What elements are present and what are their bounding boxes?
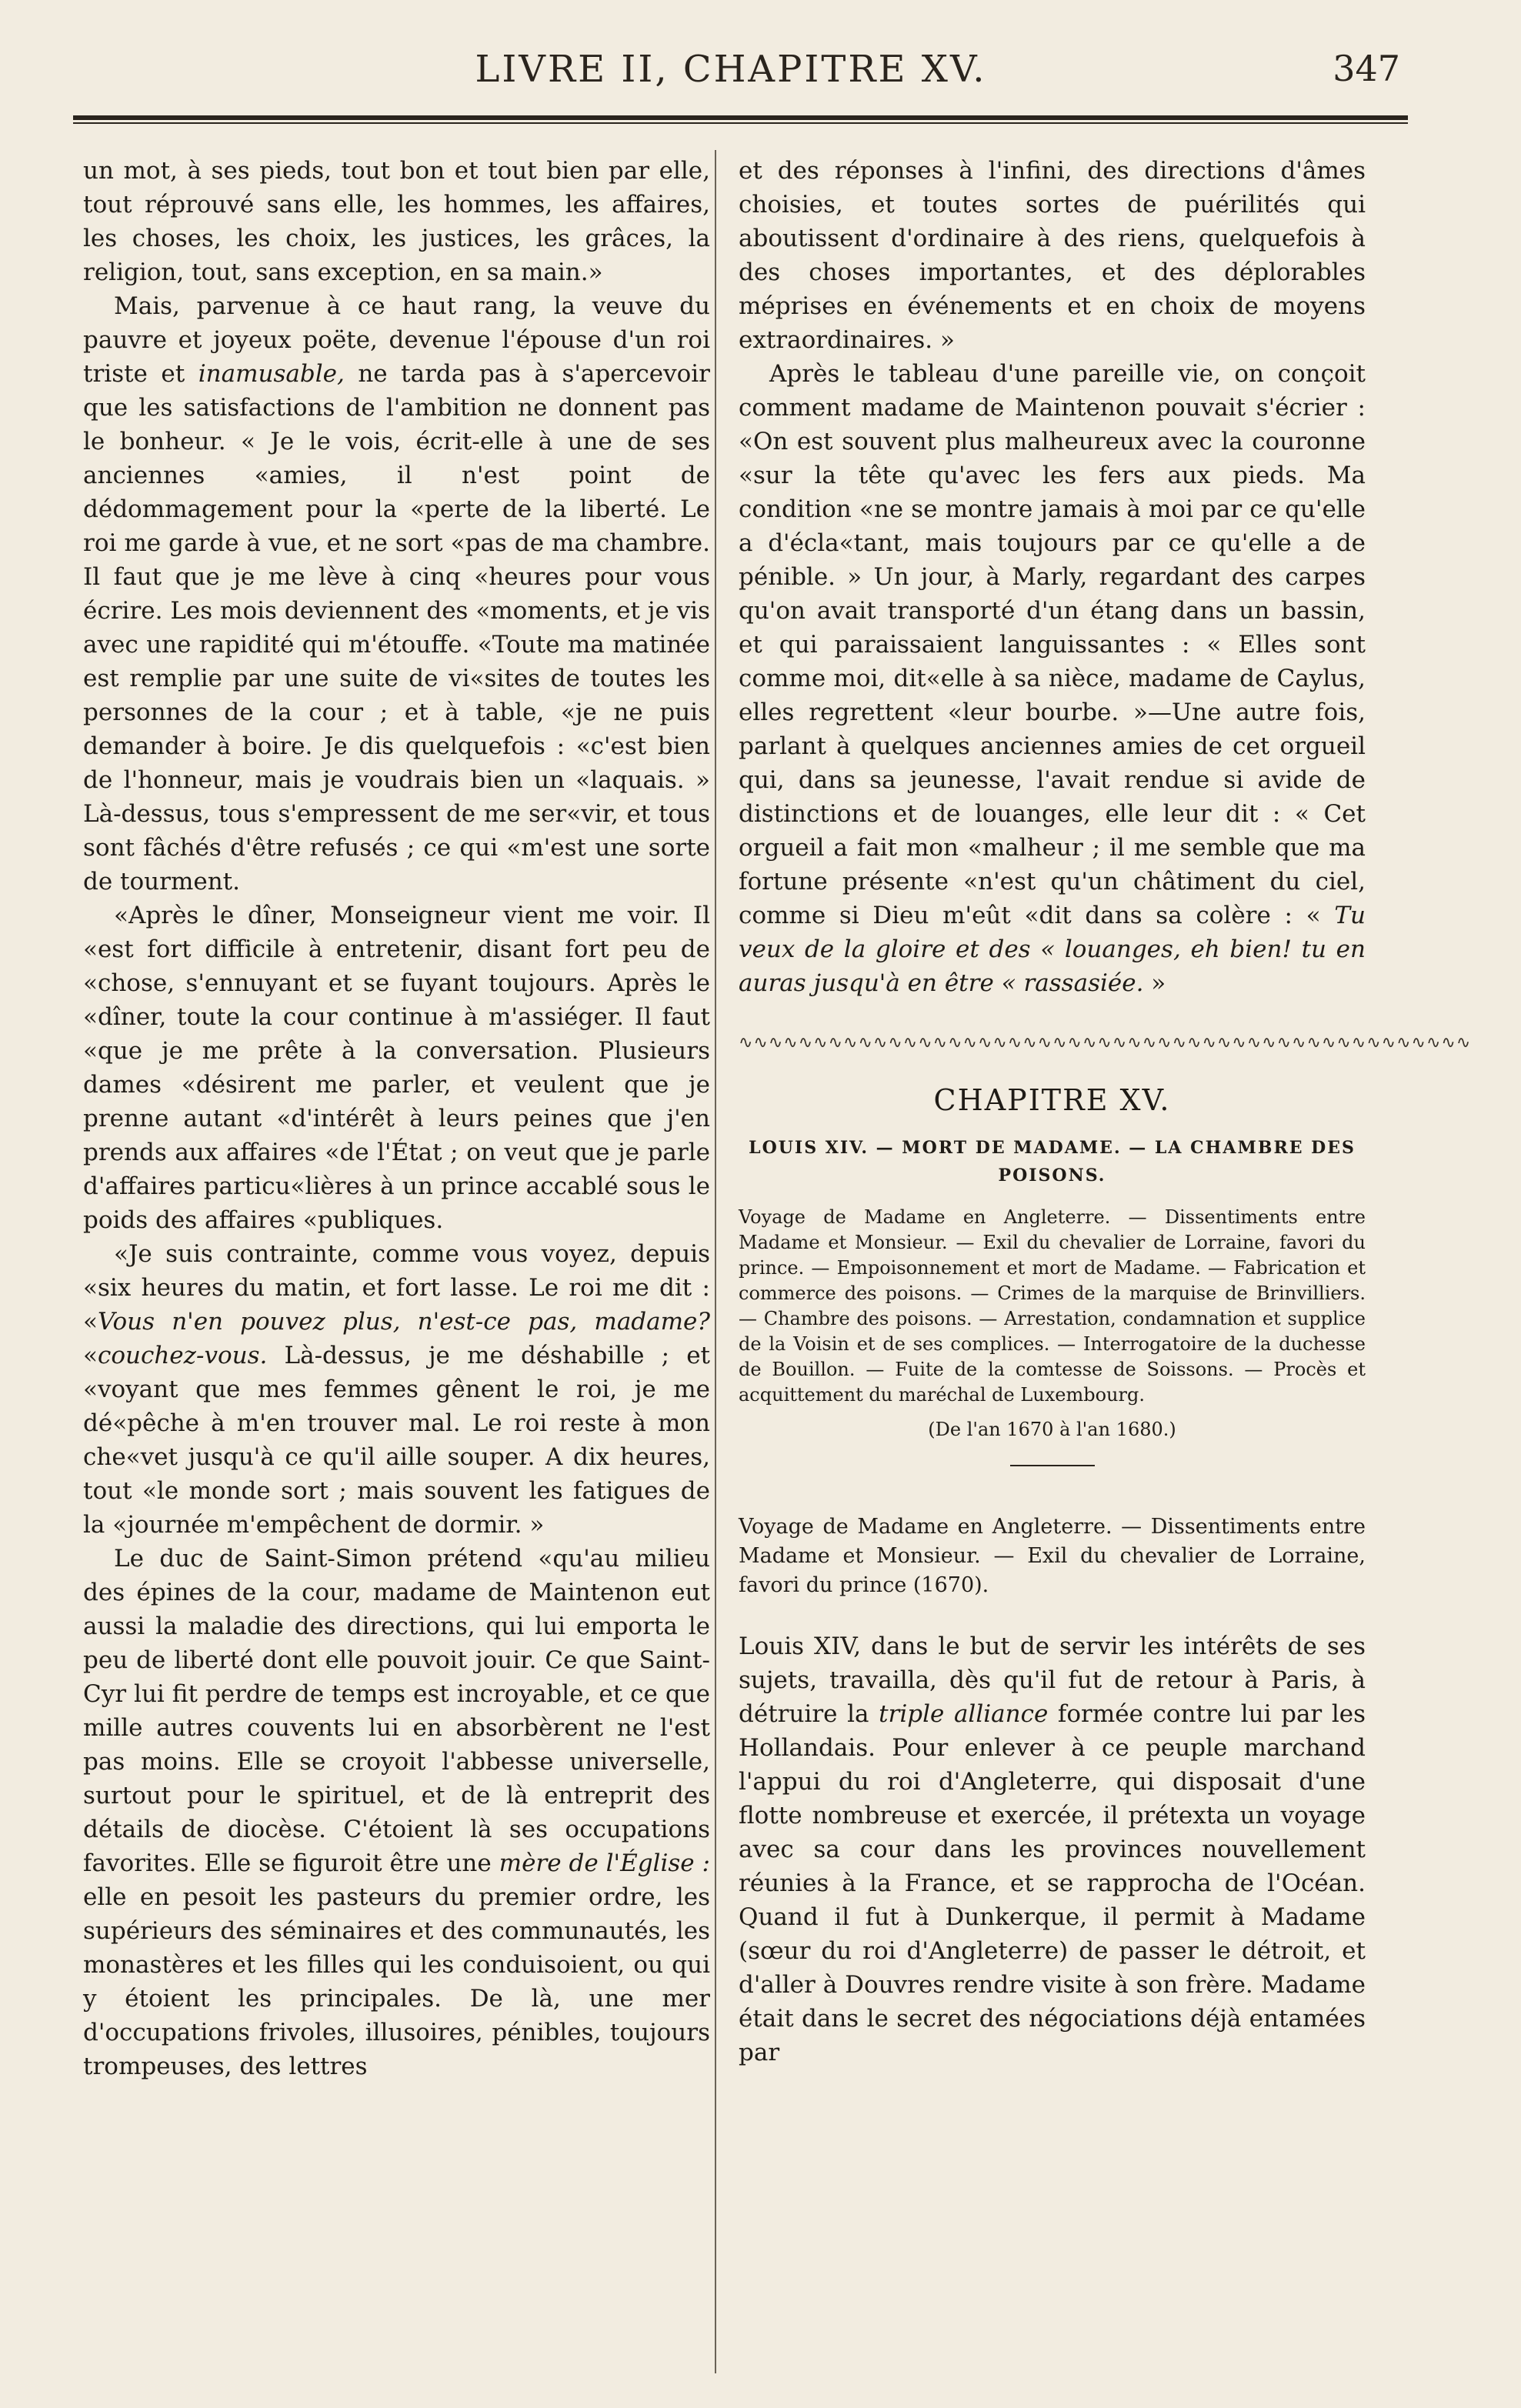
- left-column: [83, 154, 710, 2083]
- paragraph: un mot, à ses pieds, tout bon et tout bien par elle, tout réprouvé sans elle, les hommes, les affaires, les choses, les choix, les justices, les grâces, la religion, tout, sans exception, en sa main.»: [83, 157, 710, 286]
- text-run: «: [83, 1342, 98, 1369]
- paragraph: [83, 1237, 710, 1542]
- text-run: Là-dessus, je me déshabille ; et «voyant que mes femmes gênent le roi, je me dé«pêche à m'en trouver mal. Le roi reste à mon che«vet jusqu'à ce qu'il aille souper. A dix heures, tout «le monde sort ; mais souvent les fatigues de la «journée m'empêchent de dormir. »: [83, 1342, 710, 1539]
- text-run: »: [1143, 969, 1166, 997]
- section-heading: Voyage de Madame en Angleterre. — Dissentiments entre Madame et Monsieur. — Exil du chevalier de Lorraine, favori du prince (1670).: [739, 1515, 1366, 1597]
- chapter-summary: Voyage de Madame en Angleterre. — Dissentiments entre Madame et Monsieur. — Exil du chevalier de Lorraine, favori du prince. — Empoisonnement et mort de Madame. — Fabrication et commerce des poisons. — Crimes de la marquise de Brinvilliers. — Chambre des poisons. — Arrestation, condamnation et supplice de la Voisin et de ses complices. — Interrogatoire de la duchesse de Bouillon. — Fuite de la comtesse de Soissons. — Procès et acquittement du maréchal de Luxembourg.: [739, 1206, 1366, 1406]
- ornamental-separator: ∿∿∿∿∿∿∿∿∿∿∿∿∿∿∿∿∿∿∿∿∿∿∿∿∿∿∿∿∿∿∿∿∿∿∿∿∿∿∿∿∿∿∿∿∿∿∿∿∿: [739, 1033, 1472, 1052]
- page-number: 347: [1333, 48, 1400, 89]
- text-run: Le duc de Saint-Simon prétend «qu'au milieu des épines de la cour, madame de Maintenon eut aussi la maladie des directions, qui lui emporta le peu de liberté dont elle pouvoit jouir. Ce que Saint-Cyr lui fit perdre de temps est incroyable, et ce que mille autres couvents lui en absorbèrent ne l'est pas moins. Elle se croyoit l'abbesse universelle, surtout pour le spirituel, et de là entreprit des détails de diocèse. C'étoient là ses occupations favorites. Elle se figuroit être une: [83, 1545, 710, 1877]
- text-run: Après le tableau d'une pareille vie, on conçoit comment madame de Maintenon pouvait s'écrier : «On est souvent plus malheureux avec la couronne «sur la tête qu'avec les fers aux pieds. Ma condition «ne se montre jamais à moi par ce qu'elle a d'écla«tant, mais toujours par ce qu'elle a de pénible. » Un jour, à Marly, regardant des carpes qu'on avait transporté d'un étang dans un bassin, et qui paraissaient languissantes : « Elles sont comme moi, dit«elle à sa nièce, madame de Caylus, elles regrettent «leur bourbe. »—Une autre fois, parlant à quelques anciennes amies de cet orgueil qui, dans sa jeunesse, l'avait rendue si avide de distinctions et de louanges, elle leur dit : « Cet orgueil a fait mon «malheur ; il me semble que ma fortune présente «n'est qu'un châtiment du ciel, comme si Dieu m'eût «dit dans sa colère : «: [739, 360, 1366, 929]
- paragraph: et des réponses à l'infini, des directions d'âmes choisies, et toutes sortes de puérilités qui aboutissent d'ordinaire à des riens, quelquefois à des choses importantes, et des déplorables méprises en événements et en choix de moyens extraordinaires. »: [739, 157, 1366, 354]
- chapter-dates: (De l'an 1670 à l'an 1680.): [928, 1419, 1176, 1440]
- chapter-subtitle: LOUIS XIV. — MORT DE MADAME. — LA CHAMBRE DES POISONS.: [749, 1138, 1356, 1186]
- paragraph: «Après le dîner, Monseigneur vient me voir. Il «est fort difficile à entretenir, disant fort peu de «chose, s'ennuyant et se fuyant toujours. Après le «dîner, toute la cour continue à m'assiéger. Il faut «que je me prête à la conversation. Plusieurs dames «désirent me parler, et veulent que je prenne autant «d'intérêt à leurs peines que j'en prends aux affaires «de l'État ; on veut que je parle d'affaires particu«lières à un prince accablé sous le poids des affaires «publiques.: [83, 902, 710, 1234]
- column-divider: [715, 150, 716, 2373]
- right-column: [739, 154, 1472, 2069]
- paragraph: [739, 357, 1366, 1000]
- running-header-title: LIVRE II, CHAPITRE XV.: [475, 48, 987, 91]
- paragraph: [739, 1629, 1366, 2069]
- italic-run: triple alliance: [879, 1700, 1049, 1728]
- italic-run: couchez-vous.: [97, 1342, 268, 1369]
- text-run: formée contre lui par les Hollandais. Pour enlever à ce peuple marchand l'appui du roi d'Angleterre, qui disposait d'une flotte nombreuse et exercée, il prétexta un voyage avec sa cour dans les provinces nouvellement réunies à la France, et se rapprocha de l'Océan. Quand il fut à Dunkerque, il permit à Madame (sœur du roi d'Angleterre) de passer le détroit, et d'aller à Douvres rendre visite à son frère. Madame était dans le secret des négociations déjà entamées par: [739, 1700, 1366, 2066]
- italic-run: Tu veux de la gloire et des « louanges, eh bien! tu en auras jusqu'à en être « rassasiée.: [739, 902, 1366, 997]
- text-run: «Je suis contrainte, comme vous voyez, depuis «six heures du matin, et fort lasse. Le roi me dit : «: [83, 1240, 710, 1336]
- paragraph: [83, 289, 710, 899]
- text-run: elle en pesoit les pasteurs du premier ordre, les supérieurs des séminaires et des communautés, les monastères et les filles qui les conduisoient, ou qui y étoient les principales. De là, une mer d'occupations frivoles, illusoires, pénibles, toujours trompeuses, des lettres: [83, 1883, 710, 2080]
- italic-run: Vous n'en pouvez plus, n'est-ce pas, madame?: [97, 1308, 710, 1336]
- header-rule: [73, 115, 1408, 124]
- text-run: Louis XIV, dans le but de servir les intérêts de ses sujets, travailla, dès qu'il fut de retour à Paris, à détruire la: [739, 1633, 1366, 1728]
- short-rule: [1010, 1465, 1095, 1466]
- text-run: ne tarda pas à s'apercevoir que les satisfactions de l'ambition ne donnent pas le bonheur. « Je le vois, écrit-elle à une de ses anciennes «amies, il n'est point de dédommagement pour la «perte de la liberté. Le roi me garde à vue, et ne sort «pas de ma chambre. Il faut que je me lève à cinq «heures pour vous écrire. Les mois deviennent des «moments, et je vis avec une rapidité qui m'étouffe. «Toute ma matinée est remplie par une suite de vi«sites de toutes les personnes de la cour ; et à table, «je ne puis demander à boire. Je dis quelquefois : «c'est bien de l'honneur, mais je voudrais bien un «laquais. » Là-dessus, tous s'empressent de me ser«vir, et tous sont fâchés d'être refusés ; ce qui «m'est une sorte de tourment.: [83, 360, 711, 895]
- italic-run: inamusable,: [198, 360, 345, 388]
- italic-run: mère de l'Église :: [499, 1849, 710, 1877]
- paragraph: [83, 1542, 710, 2083]
- chapter-title: CHAPITRE XV.: [933, 1083, 1171, 1117]
- text-run: Mais, parvenue à ce haut rang, la veuve du pauvre et joyeux poëte, devenue l'épouse d'un roi triste et: [83, 292, 710, 388]
